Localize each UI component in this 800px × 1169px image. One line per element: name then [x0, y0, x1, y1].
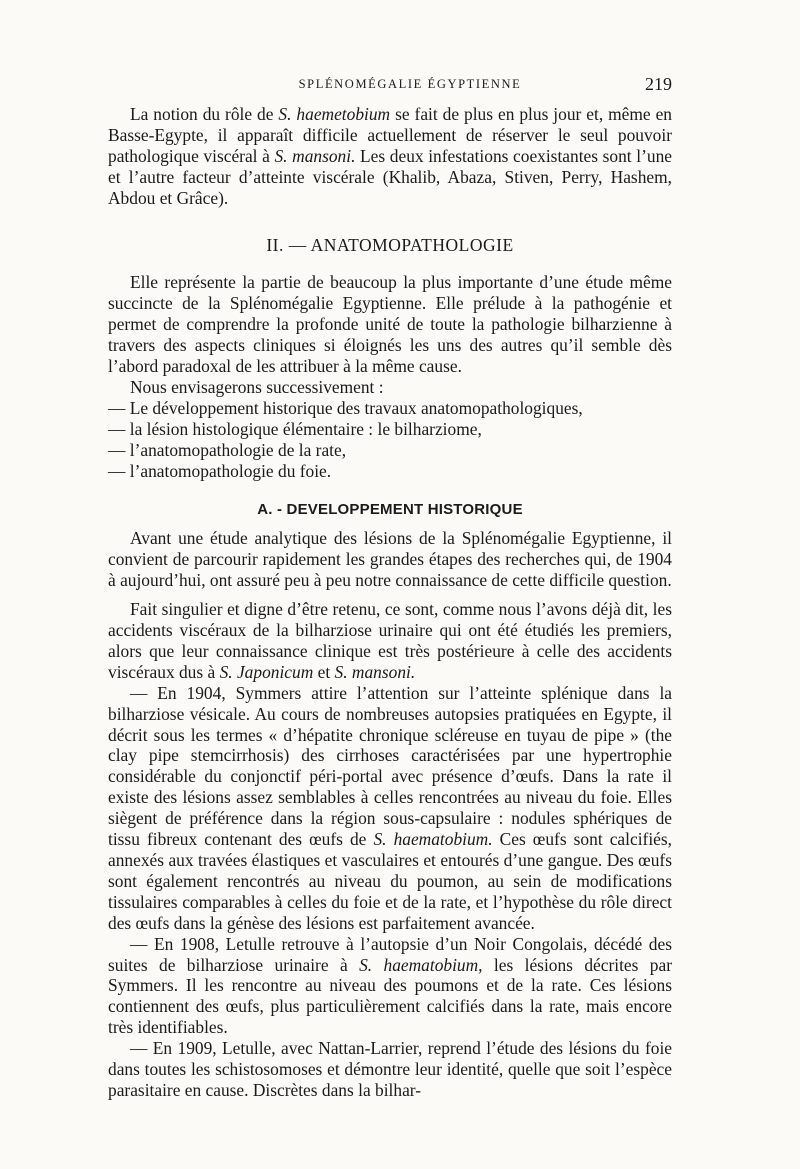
list-item: — Le développement historique des travaux anatomopathologiques, — [108, 397, 583, 418]
running-title: SPLÉNOMÉGALIE ÉGYPTIENNE — [298, 77, 522, 91]
subsection-paragraph: — En 1909, Letulle, avec Nattan-Larrier, reprend l’étude des lésions du foie dans toutes les schistosomoses et démontre leur identité, quelle que soit l’espèce parasitaire en cause. Discrètes dans la bilhar- — [108, 1038, 672, 1100]
text-run: Fait singulier et digne d’être retenu, ce sont, comme nous l’avons déjà dit, les accidents viscéraux de la bilharziose urinaire qui ont été étudiés les premiers, alors que leur connaissance clinique est très postérieure à celle des accidents viscéraux dus à — [108, 599, 672, 682]
text-run: Les deux infestations coexistantes sont l’une et l’autre facteur d’atteinte viscérale (Khalib, Abaza, Stiven, Perry, Hashem, Abdou et Grâce). — [108, 145, 672, 208]
running-header — [0, 74, 800, 96]
text-run: les lésions décrites par Symmers. Il les rencontre au niveau des poumons et de la rate. Ces lésions contiennent des œufs, plus particulièrement calcifiés dans la rate, mais encore très identifiables. — [108, 954, 672, 1038]
subsection-paragraph — [108, 934, 672, 1039]
text-run: et — [313, 661, 335, 682]
list-item: — l’anatomopathologie du foie. — [108, 460, 332, 481]
species-name: S. haematobium, — [359, 954, 483, 975]
page-content — [108, 104, 672, 1101]
list-item: — la lésion histologique élémentaire : le bilharziome, — [108, 418, 482, 439]
species-name: S. Japonicum — [219, 661, 314, 682]
topic-list — [108, 398, 672, 482]
subsection-paragraph: Avant une étude analytique des lésions de la Splénomégalie Egyptienne, il convient de parcourir rapidement les grandes étapes des recherches qui, de 1904 à aujourd’hui, ont assuré peu à peu notre connaissance de cette difficile question. — [108, 528, 672, 591]
subsection-paragraph — [108, 683, 672, 934]
subsection-heading: A. - DEVELOPPEMENT HISTORIQUE — [257, 500, 523, 518]
text-run: La notion du rôle de — [130, 104, 279, 124]
page-number: 219 — [645, 74, 672, 94]
intro-paragraph — [108, 104, 672, 209]
section-heading: II. — ANATOMOPATHOLOGIE — [266, 234, 514, 255]
section-paragraph: Elle représente la partie de beaucoup la plus importante d’une étude même succincte de la Splénomégalie Egyptienne. Elle prélude à la pathogénie et permet de comprendre la profonde unité de toute la pathologie bilharzienne à travers des aspects cliniques si éloignés les uns des autres qu’il semble dès l’abord paradoxal de les attribuer à la même cause. — [108, 272, 672, 377]
species-name: S. haemetobium — [278, 104, 391, 124]
text-run: se fait de plus en plus jour et, même en Basse-Egypte, il apparaît difficile actuellement de réserver le seul pouvoir pathologique viscéral à — [108, 104, 672, 166]
section-paragraph: Nous envisagerons successivement : — [130, 376, 384, 397]
text-run: — En 1904, Symmers attire l’attention sur l’atteinte splénique dans la bilharziose vésicale. Au cours de nombreuses autopsies pratiquées en Egypte, il décrit sous les termes « d’hépatite chronique scléreuse en tuyau de pipe » (the clay pipe stemcirrhosis) des cirrhoses caractérisées par une hypertrophie considérable du conjonctif péri-portal avec présence d’œufs. Dans la rate il existe des lésions assez semblables à celles rencontrées au niveau du foie. Elles siègent de préférence dans la région sous-capsulaire : nodules sphériques de tissu fibreux contenant des œufs de — [108, 682, 672, 850]
species-name: S. haematobium. — [373, 829, 493, 850]
subsection-paragraph — [108, 599, 672, 683]
species-name: S. mansoni. — [334, 661, 416, 682]
text-run: Ces œufs sont calcifiés, annexés aux travées élastiques et vasculaires et entourés d’une gangue. Des œufs sont également rencontrés au niveau du poumon, au sein de modifications tissulaires comparables à celles du foie et de la rate, et l’hypothèse du rôle direct des œufs dans la génèse des lésions est parfaitement avancée. — [108, 829, 672, 933]
list-item: — l’anatomopathologie de la rate, — [108, 439, 347, 460]
species-name: S. mansoni. — [274, 145, 356, 166]
text-run: — En 1908, Letulle retrouve à l’autopsie d’un Noir Congolais, décédé des suites de bilharziose urinaire à — [108, 933, 672, 975]
